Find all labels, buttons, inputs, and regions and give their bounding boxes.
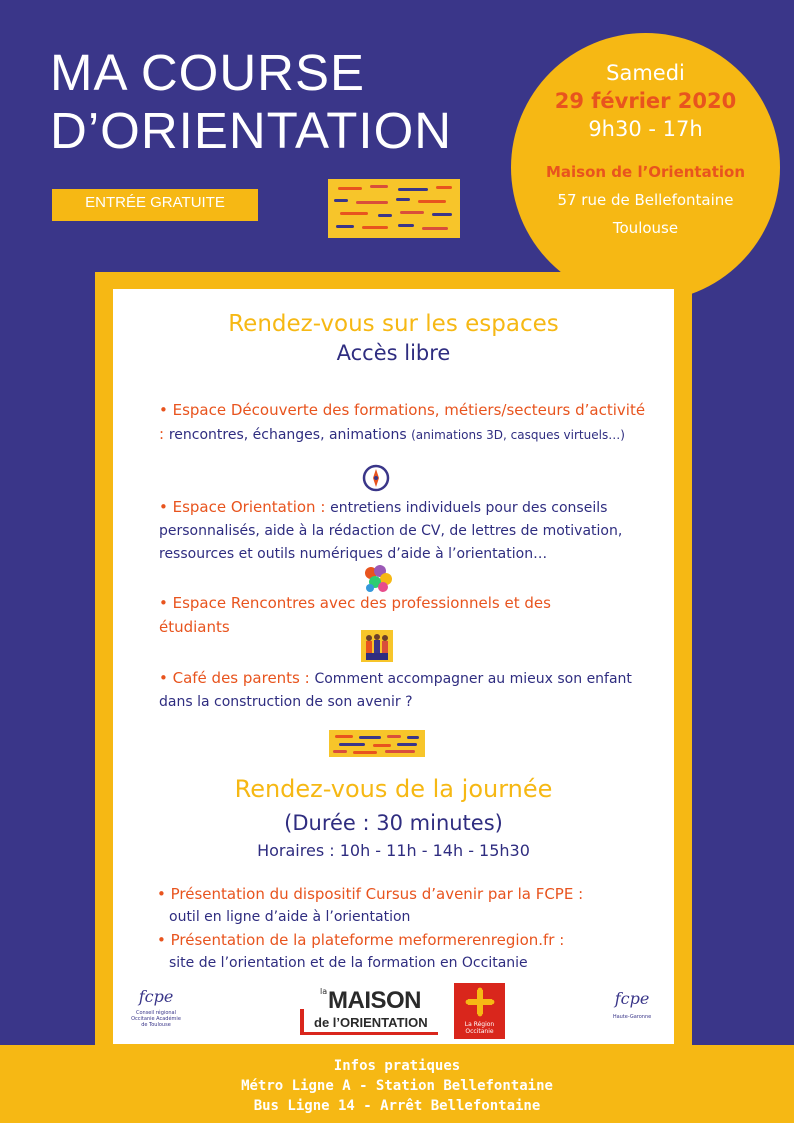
item-lead: • Espace Orientation :: [159, 498, 331, 516]
item-text: outil en ligne d’aide à l’orientation: [169, 909, 411, 925]
maison-logo-la: la: [320, 987, 328, 996]
fcpe-wordmark: fcpe: [614, 989, 650, 1008]
region-occitanie-logo: [454, 983, 505, 1039]
item-text: site de l’orientation et de la formation en Occitanie: [169, 955, 528, 971]
event-hours: 9h30 - 17h: [588, 117, 703, 141]
content-card: [113, 289, 674, 1044]
title-line-2: D’ORIENTATION: [50, 102, 453, 159]
list-item-cafe-parents: [159, 667, 650, 714]
fcpe-caption: Conseil régional Occitanie Académie de Toulouse: [131, 1010, 181, 1028]
list-item-orientation: [159, 496, 650, 566]
event-day: Samedi: [606, 61, 685, 85]
item-lead: • Présentation du dispositif Cursus d’avenir par la FCPE :: [157, 885, 584, 903]
day-heading: Rendez-vous de la journée: [234, 775, 553, 803]
list-item-meformer: [157, 929, 650, 975]
list-item-cursus: [157, 883, 650, 929]
event-address: 57 rue de Bellefontaine: [557, 191, 734, 209]
balloons-icon: [363, 564, 393, 594]
fcpe-wordmark: fcpe: [138, 987, 174, 1006]
event-info-circle: [511, 33, 780, 302]
item-text: entretiens individuels pour des conseils personnalisés, aide à la rédaction de CV, de lettres de motivation, ressources et outils numériques d’aide à l’orientation…: [159, 500, 623, 562]
spaces-heading: Rendez-vous sur les espaces: [228, 311, 559, 337]
item-text: rencontres, échanges, animations: [168, 427, 412, 443]
item-lead: • Café des parents :: [159, 669, 315, 687]
maison-logo-sub: de l’ORIENTATION: [314, 1015, 428, 1030]
item-lead: • Espace Rencontres avec des professionnels et des étudiants: [159, 594, 551, 636]
region-logo-text: La Région Occitanie: [464, 1021, 495, 1035]
footer-bus: Bus Ligne 14 - Arrêt Bellefontaine: [253, 1098, 541, 1114]
event-date: 29 février 2020: [554, 89, 737, 113]
maison-orientation-logo: [300, 987, 438, 1037]
fcpe-caption: Haute-Garonne: [612, 1014, 652, 1020]
compass-icon: [362, 464, 390, 492]
item-small-text: (animations 3D, casques virtuels…): [411, 428, 625, 442]
page-title: [50, 44, 452, 160]
free-entry-badge: ENTRÉE GRATUITE: [52, 189, 258, 221]
footer-practical-info: [0, 1045, 794, 1123]
event-venue: Maison de l’Orientation: [545, 163, 746, 181]
event-city: Toulouse: [612, 219, 679, 237]
footer-metro: Métro Ligne A - Station Bellefontaine: [241, 1078, 553, 1094]
item-lead: • Présentation de la plateforme meformerenregion.fr :: [157, 931, 565, 949]
fcpe-logo-right: [607, 989, 657, 1020]
people-icon: [361, 630, 393, 662]
title-line-1: MA COURSE: [50, 44, 366, 101]
list-item-decouverte: [159, 399, 650, 447]
item-lead: • Espace Découverte des formations, métiers/secteurs d’activité :: [159, 401, 646, 443]
spaces-subheading: Accès libre: [336, 341, 451, 365]
occitan-cross-icon: [465, 987, 495, 1017]
decorative-dash-pattern: [329, 730, 425, 757]
maison-logo-main: MAISON: [328, 987, 421, 1014]
footer-heading: Infos pratiques: [333, 1058, 461, 1074]
day-schedule: Horaires : 10h - 11h - 14h - 15h30: [257, 841, 530, 860]
item-text: Comment accompagner au mieux son enfant dans la construction de son avenir ?: [159, 671, 632, 710]
decorative-dash-pattern: [328, 179, 460, 238]
day-duration: (Durée : 30 minutes): [284, 811, 503, 835]
fcpe-logo-left: [131, 987, 181, 1028]
